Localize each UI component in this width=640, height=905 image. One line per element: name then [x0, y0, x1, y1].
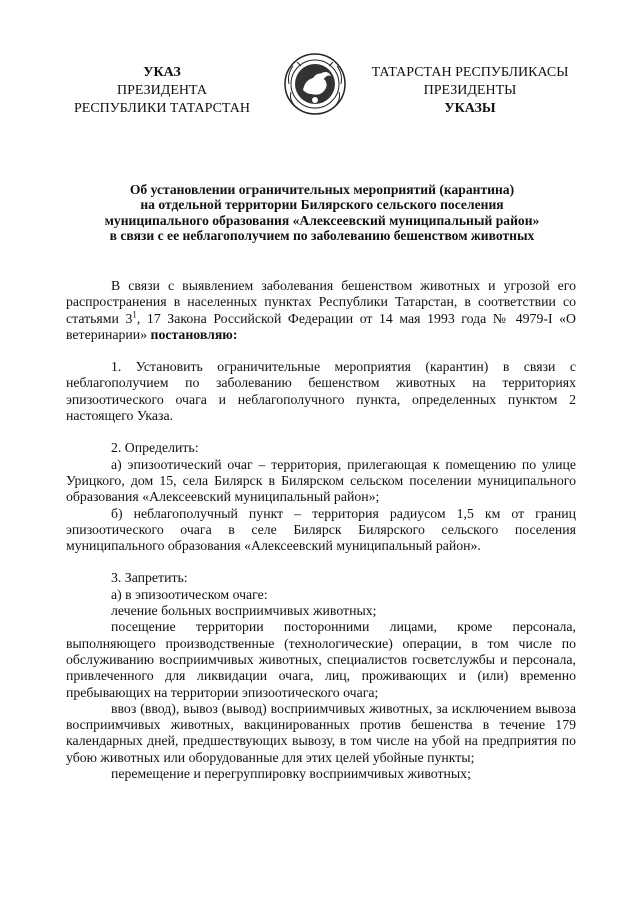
intro-text-cont: , 17 Закона Российской Федерации от 14 мая 1993 года № 4979-I «О ветеринарии»: [66, 310, 577, 342]
item-2-a: а) эпизоотический очаг – территория, прилегающая к помещению по улице Урицкого, дом 15, села Билярск в Билярском сельском поселении муниципального образования «Алексеевский муниципальный район»;: [66, 456, 576, 505]
item-3-line-3: ввоз (ввод), вывоз (вывод) восприимчивых животных, за исключением вывоза восприимчивых животных, вакцинированных против бешенства в течение 179 календарных дней, предшествующих вывозу, в том числе на убой на предприятия по убою животных или оборудованные для этих целей убойные пункты;: [66, 700, 576, 765]
item-3-heading: 3. Запретить:: [111, 570, 188, 586]
item-2-heading: 2. Определить:: [111, 440, 199, 456]
header-left: [62, 64, 262, 118]
coat-of-arms-icon: [283, 52, 347, 116]
item-3-line-4: перемещение и перегруппировку восприимчивых животных;: [111, 766, 471, 782]
item-1: 1. Установить ограничительные мероприятия (карантин) в связи с неблагополучием по заболеванию бешенством животных на территориях эпизоотического очага и неблагополучного пункта, определенных пунктом 2 настоящего Указа.: [66, 359, 576, 424]
intro-text: В связи с выявлением заболевания бешенством животных и угрозой его распространения в населенных пунктах Республики Татарстан, в соответствии со статьями 3: [66, 278, 576, 326]
item-3-line-1: лечение больных восприимчивых животных;: [111, 603, 377, 619]
title-line-2: на отдельной территории Билярского сельского поселения: [140, 197, 504, 213]
title-line-1: Об установлении ограничительных мероприятий (карантина): [129, 182, 515, 197]
header-right-line-1: ТАТАРСТАН РЕСПУБЛИКАСЫ: [371, 65, 569, 80]
item-2-b: б) неблагополучный пункт – территория радиусом 1,5 км от границ эпизоотического очага в селе Билярск Билярского сельского поселения муниципального образования «Алексеевский муниципальный район».: [66, 505, 576, 554]
title-line-4: в связи с ее неблагополучием по заболеванию бешенством животных: [109, 228, 535, 244]
decree-body: [66, 278, 576, 782]
item-3-a: а) в эпизоотическом очаге:: [111, 586, 268, 602]
header-right: [360, 64, 580, 118]
header-left-line-2: ПРЕЗИДЕНТА: [117, 83, 207, 98]
intro-paragraph: [66, 278, 576, 343]
decree-title: [62, 182, 582, 244]
header-right-line-2: ПРЕЗИДЕНТЫ: [423, 83, 517, 98]
title-line-3: муниципального образования «Алексеевский муниципальный район»: [104, 212, 540, 228]
intro-superscript: 1: [132, 309, 137, 319]
header-right-line-3: УКАЗЫ: [444, 101, 496, 116]
intro-emphasis: постановляю:: [150, 326, 238, 342]
header-left-line-3: РЕСПУБЛИКИ ТАТАРСТАН: [73, 101, 250, 116]
item-3-line-2: посещение территории посторонними лицами, кроме персонала, выполняющего производственные (технологические) операции, в том числе по обслуживанию восприимчивых животных, специалистов госветслужбы и персонала, привлеченного для ликвидации очага, лиц, проживающих и (или) временно пребывающих на территории эпизоотического очага;: [66, 619, 576, 700]
header-left-line-1: УКАЗ: [143, 65, 181, 80]
